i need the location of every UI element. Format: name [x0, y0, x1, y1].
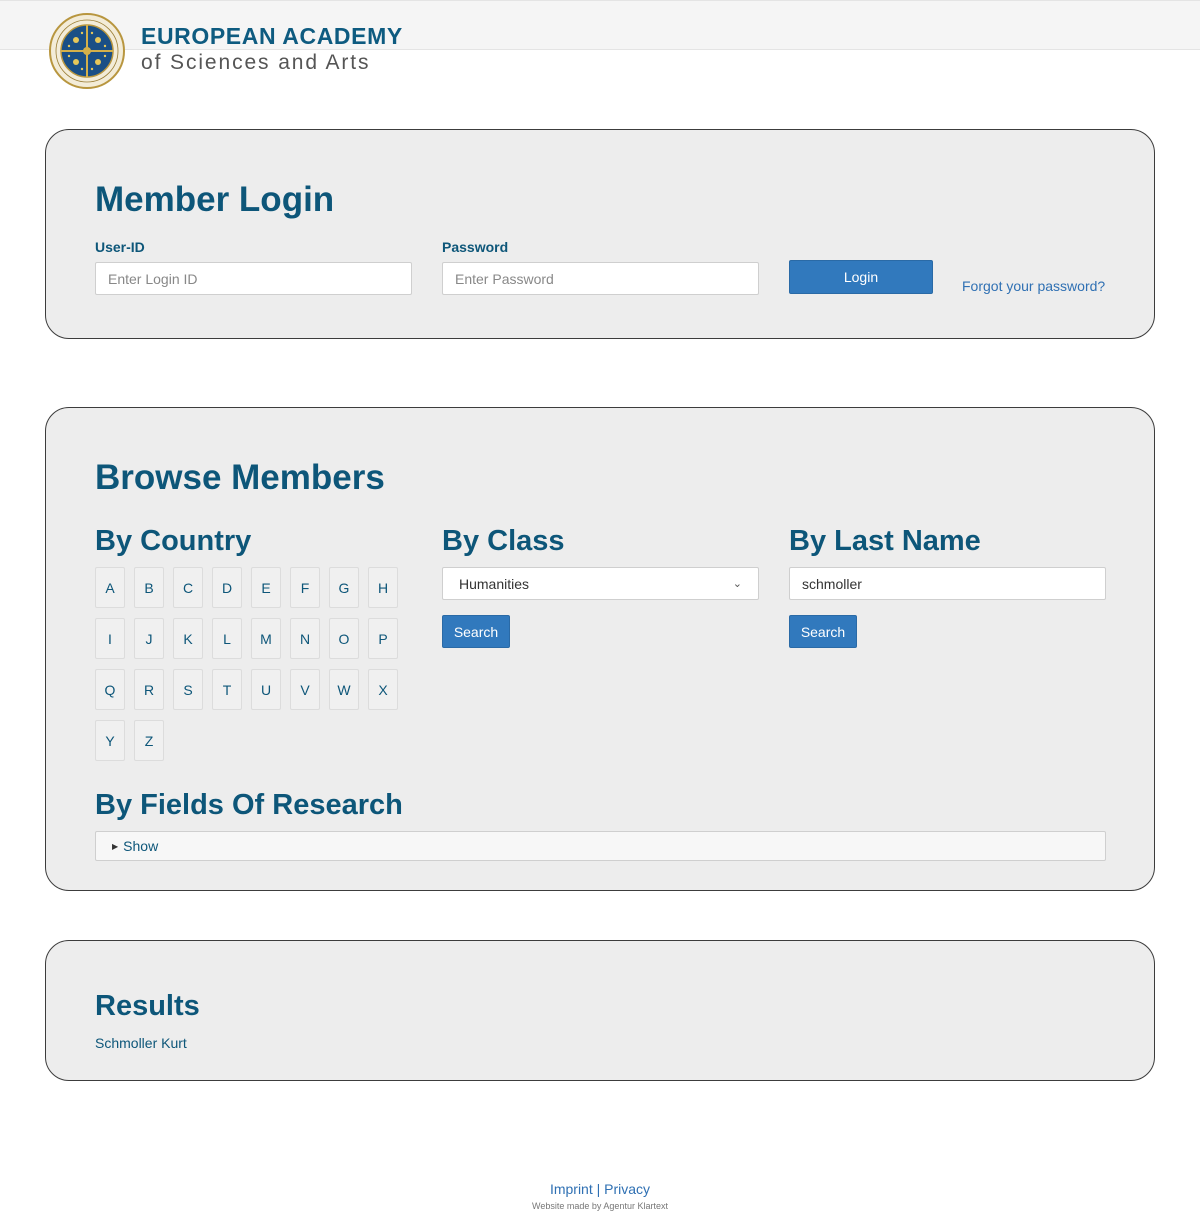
country-letter-d[interactable]: D: [212, 567, 242, 608]
privacy-link[interactable]: Privacy: [604, 1181, 651, 1197]
country-letter-u[interactable]: U: [251, 669, 281, 710]
brand-subtitle[interactable]: of Sciences and Arts: [141, 51, 371, 74]
by-country-heading: By Country: [95, 525, 252, 557]
forgot-password-link[interactable]: Forgot your password?: [962, 278, 1106, 294]
class-search-button[interactable]: Search: [442, 615, 510, 648]
country-letter-z[interactable]: Z: [134, 720, 164, 761]
by-fields-heading: By Fields Of Research: [95, 789, 403, 821]
country-letter-k[interactable]: K: [173, 618, 203, 659]
user-id-input[interactable]: [95, 262, 412, 295]
country-letter-r[interactable]: R: [134, 669, 164, 710]
country-letter-a[interactable]: A: [95, 567, 125, 608]
country-letter-b[interactable]: B: [134, 567, 164, 608]
country-letter-m[interactable]: M: [251, 618, 281, 659]
country-letter-l[interactable]: L: [212, 618, 242, 659]
member-login-panel: [45, 129, 1155, 339]
country-letter-c[interactable]: C: [173, 567, 203, 608]
academy-seal-icon[interactable]: [49, 13, 125, 89]
brand-title[interactable]: EUROPEAN ACADEMY: [141, 23, 403, 49]
last-name-input[interactable]: [789, 567, 1106, 600]
login-button[interactable]: Login: [789, 260, 933, 294]
password-label: Password: [442, 239, 509, 255]
country-letter-e[interactable]: E: [251, 567, 281, 608]
login-heading: Member Login: [95, 180, 335, 219]
fields-show-toggle[interactable]: [95, 831, 1106, 861]
results-heading: Results: [95, 990, 200, 1022]
country-letter-t[interactable]: T: [212, 669, 242, 710]
footer-credit: Website made by Agentur Klartext: [532, 1201, 668, 1211]
country-letter-o[interactable]: O: [329, 618, 359, 659]
by-last-name-heading: By Last Name: [789, 525, 981, 557]
class-select-value: Humanities: [459, 575, 530, 592]
imprint-link[interactable]: Imprint: [549, 1181, 593, 1197]
footer-links: [0, 1181, 1200, 1197]
caret-right-icon: ▶: [112, 841, 119, 851]
country-letter-f[interactable]: F: [290, 567, 320, 608]
country-letter-grid: [95, 567, 415, 771]
country-letter-w[interactable]: W: [329, 669, 359, 710]
country-letter-i[interactable]: I: [95, 618, 125, 659]
user-id-label: User-ID: [95, 239, 145, 255]
country-letter-x[interactable]: X: [368, 669, 398, 710]
browse-heading: Browse Members: [95, 458, 385, 497]
result-item[interactable]: Schmoller Kurt: [95, 1035, 187, 1051]
country-letter-v[interactable]: V: [290, 669, 320, 710]
class-select[interactable]: [442, 567, 759, 600]
footer-separator: |: [596, 1181, 601, 1197]
country-letter-p[interactable]: P: [368, 618, 398, 659]
results-list: [95, 1034, 187, 1052]
results-panel: [45, 940, 1155, 1081]
last-name-search-button[interactable]: Search: [789, 615, 857, 648]
chevron-down-icon: ⌄: [732, 578, 742, 590]
country-letter-h[interactable]: H: [368, 567, 398, 608]
country-letter-n[interactable]: N: [290, 618, 320, 659]
country-letter-s[interactable]: S: [173, 669, 203, 710]
by-class-heading: By Class: [442, 525, 565, 557]
browse-members-panel: [45, 407, 1155, 891]
password-input[interactable]: [442, 262, 759, 295]
country-letter-j[interactable]: J: [134, 618, 164, 659]
country-letter-y[interactable]: Y: [95, 720, 125, 761]
fields-show-label: Show: [123, 838, 159, 854]
country-letter-g[interactable]: G: [329, 567, 359, 608]
country-letter-q[interactable]: Q: [95, 669, 125, 710]
